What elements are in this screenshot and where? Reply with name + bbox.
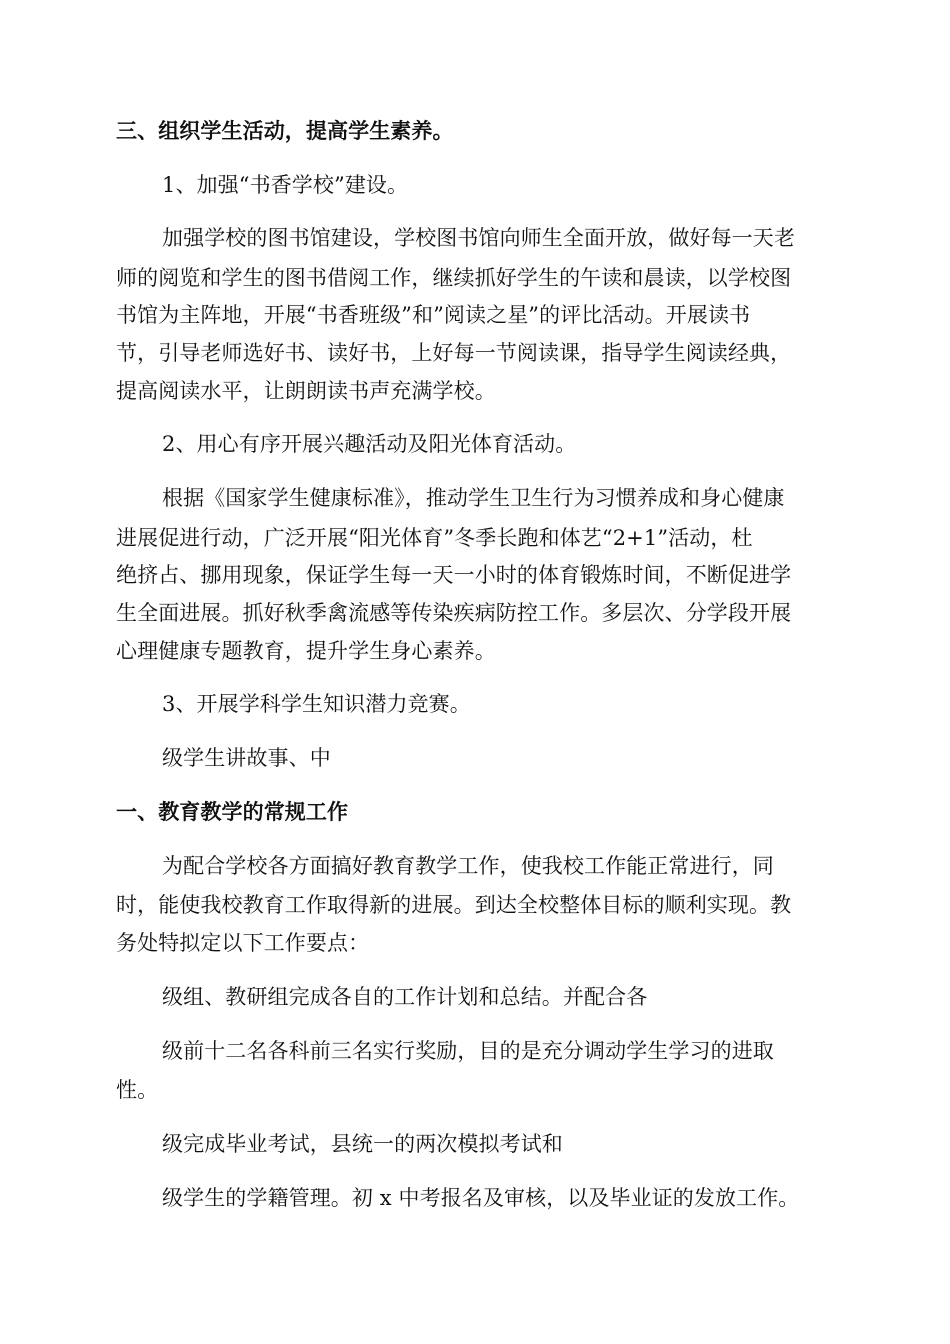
paragraph-line: 级组、教研组完成各自的工作计划和总结。并配合各 (162, 985, 648, 1009)
subsection-title: 3、开展学科学生知识潜力竞赛。 (162, 692, 471, 716)
paragraph-line: 为配合学校各方面搞好教育教学工作，使我校工作能正常进行，同 (162, 854, 774, 878)
paragraph-line: 提高阅读水平，让朗朗读书声充满学校。 (116, 379, 496, 403)
subsection-title: 2、用心有序开展兴趣活动及阳光体育活动。 (162, 432, 577, 456)
paragraph-line: 根据《国家学生健康标准》，推动学生卫生行为习惯养成和身心健康 (162, 486, 785, 510)
paragraph-line: 生全面进展。抓好秋季禽流感等传染疾病防控工作。多层次、分学段开展 (116, 601, 792, 625)
paragraph-line: 级学生讲故事、中 (162, 746, 331, 770)
paragraph-line: 级前十二名各科前三名实行奖励，目的是充分调动学生学习的进取 (162, 1039, 774, 1063)
paragraph-line: 性。 (116, 1078, 159, 1102)
paragraph-line: 加强学校的图书馆建设，学校图书馆向师生全面开放，做好每一天老 (162, 226, 795, 250)
paragraph-line: 书馆为主阵地，开展“书香班级”和”阅读之星”的评比活动。开展读书 (116, 303, 751, 327)
section-heading: 一、教育教学的常规工作 (116, 799, 349, 824)
paragraph-line: 师的阅览和学生的图书借阅工作，继续抓好学生的午读和晨读，以学校图 (116, 266, 792, 290)
paragraph-line: 心理健康专题教育，提升学生身心素养。 (116, 639, 496, 663)
subsection-title: 1、加强“书香学校”建设。 (162, 173, 409, 197)
paragraph-line: 进展促进行动，广泛开展“阳光体育”冬季长跑和体艺“2+1”活动，杜 (116, 526, 753, 550)
paragraph-line: 时，能使我校教育工作取得新的进展。到达全校整体目标的顺利实现。教 (116, 893, 792, 917)
paragraph-line: 绝挤占、挪用现象，保证学生每一天一小时的体育锻炼时间，不断促进学 (116, 563, 792, 587)
paragraph-line: 级完成毕业考试，县统一的两次模拟考试和 (162, 1132, 563, 1156)
section-heading: 三、组织学生活动，提高学生素养。 (116, 118, 454, 143)
paragraph-line: 级学生的学籍管理。初 x 中考报名及审核，以及毕业证的发放工作。 (162, 1186, 800, 1210)
paragraph-line: 务处特拟定以下工作要点： (116, 931, 370, 955)
paragraph-line: 节，引导老师选好书、读好书，上好每一节阅读课，指导学生阅读经典， (116, 341, 792, 365)
